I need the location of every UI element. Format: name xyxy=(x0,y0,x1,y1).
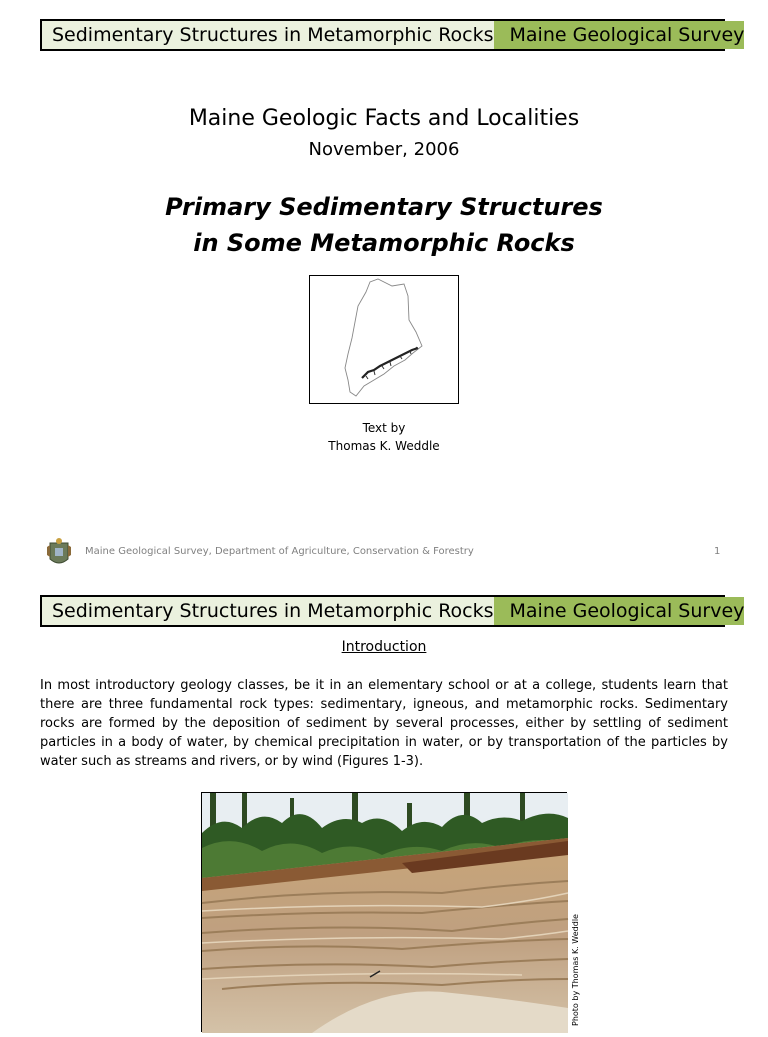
intro-paragraph: In most introductory geology classes, be it in an elementary school or at a college, students learn that there are three fundamental rock types: sedimentary, igneous, and metamorphic rocks. Sedimentary rocks are formed by the deposition of sediment by several processes, either by settling of sediment particles in a body of water, by chemical precipitation in water, or by transportation of the particles by water such as streams and rivers, or by wind (Figures 1-3). xyxy=(40,678,728,769)
section-heading: Introduction xyxy=(341,639,427,655)
header-agency: Maine Geological Survey xyxy=(494,597,745,625)
footer-agency-text: Maine Geological Survey, Department of Agriculture, Conservation & Forestry xyxy=(85,546,474,557)
page-header xyxy=(40,595,745,627)
maine-state-seal-icon xyxy=(46,537,72,567)
document-date: November, 2006 xyxy=(308,139,460,160)
document-title-line-1: Primary Sedimentary Structures xyxy=(165,193,603,221)
page-number: 1 xyxy=(714,546,721,557)
photo-credit: Photo by Thomas K. Weddle xyxy=(571,914,580,1026)
maine-state-outline-icon xyxy=(309,275,459,404)
document-series: Maine Geologic Facts and Localities xyxy=(188,106,580,131)
document-title-line-2: in Some Metamorphic Rocks xyxy=(193,229,575,257)
header-title: Sedimentary Structures in Metamorphic Rocks xyxy=(42,597,494,625)
header-title: Sedimentary Structures in Metamorphic Rocks xyxy=(42,21,494,49)
page-header xyxy=(40,19,745,51)
text-by-label: Text by xyxy=(362,421,406,435)
sediment-outcrop-photo xyxy=(201,792,567,1032)
header-agency: Maine Geological Survey xyxy=(494,21,745,49)
author-name: Thomas K. Weddle xyxy=(328,439,440,453)
